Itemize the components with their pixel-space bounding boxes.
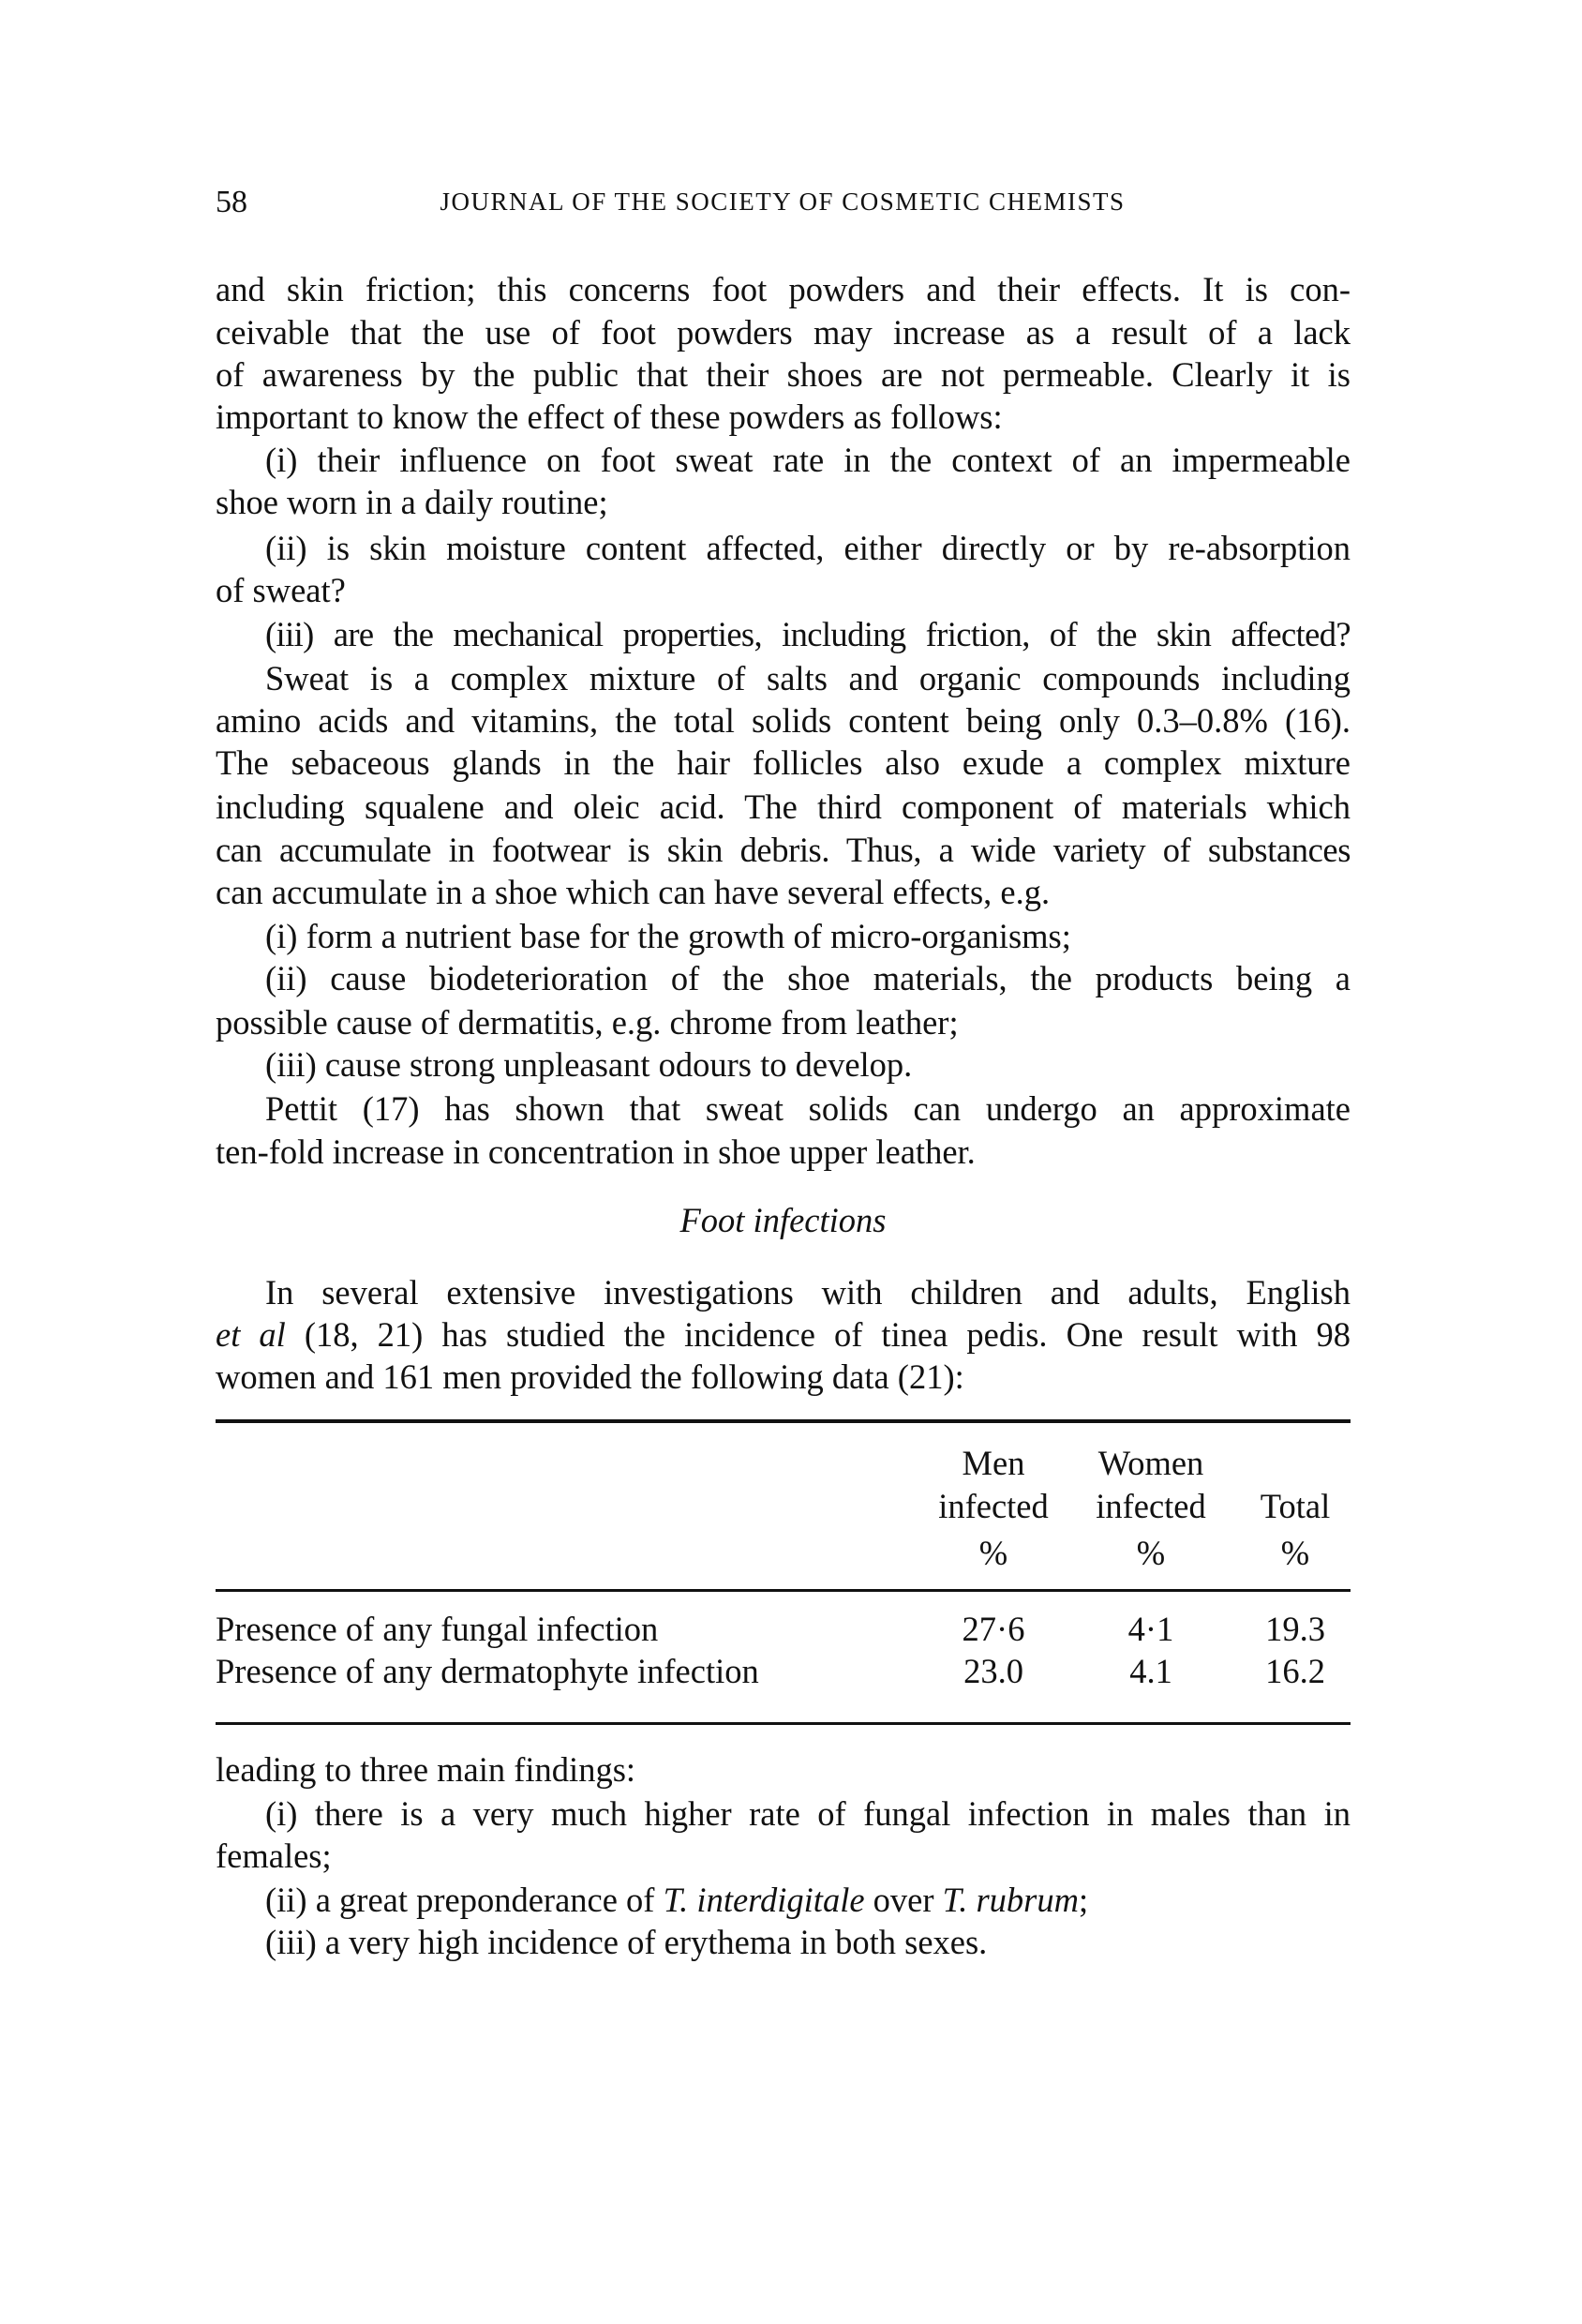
text-span: over	[864, 1881, 943, 1919]
text-span: (18, 21) has studied the incidence of tinea pedis. One result with 98	[285, 1315, 1351, 1354]
text-line: females;	[216, 1837, 332, 1875]
text-line: shoe worn in a daily routine;	[216, 483, 608, 521]
col-unit: %	[1280, 1534, 1310, 1572]
running-header: JOURNAL OF THE SOCIETY OF COSMETIC CHEMISTS	[440, 187, 1126, 216]
col-header-women-sub: infected	[1096, 1487, 1206, 1525]
section-heading	[216, 1199, 1351, 1242]
text-line: ceivable that the use of foot powders may increase as a result of a lack	[216, 313, 1351, 352]
italic-text: et al	[216, 1315, 286, 1354]
table-header-rule	[216, 1589, 1351, 1592]
col-unit: %	[978, 1534, 1008, 1572]
text-line: ten-fold increase in concentration in shoe upper leather.	[216, 1132, 976, 1171]
text-line: of awareness by the public that their shoes are not permeable. Clearly it is	[216, 355, 1351, 394]
text-line	[265, 1879, 1351, 1922]
col-header-total: Total	[1260, 1487, 1331, 1525]
text-line: (ii) is skin moisture content affected, either directly or by re-absorption	[265, 529, 1351, 567]
table-cell: 23.0	[963, 1652, 1023, 1690]
row-label: Presence of any fungal infection	[216, 1610, 659, 1648]
text-line: Sweat is a complex mixture of salts and organic compounds including	[265, 659, 1351, 697]
page-number: 58	[216, 185, 247, 219]
table-cell: 16.2	[1265, 1652, 1325, 1690]
text-line	[216, 1313, 1351, 1357]
text-line: (iii) are the mechanical properties, including friction, of the skin affected?	[265, 615, 1351, 653]
row-label: Presence of any dermatophyte infection	[216, 1652, 759, 1690]
text-line: The sebaceous glands in the hair follicles also exude a complex mixture	[216, 743, 1351, 782]
text-line: possible cause of dermatitis, e.g. chrome from leather;	[216, 1003, 959, 1042]
text-line: In several extensive investigations with children and adults, English	[265, 1273, 1351, 1312]
col-header-men-sub: infected	[938, 1487, 1049, 1525]
text-line: women and 161 men provided the following data (21):	[216, 1357, 964, 1396]
col-unit: %	[1136, 1534, 1166, 1572]
italic-text: T. interdigitale	[663, 1881, 865, 1919]
table-cell: 27·6	[962, 1610, 1025, 1648]
col-header-men: Men	[962, 1444, 1025, 1482]
table-top-rule	[216, 1419, 1351, 1423]
table-cell: 19.3	[1265, 1610, 1325, 1648]
text-line: of sweat?	[216, 571, 346, 609]
text-line: can accumulate in a shoe which can have several effects, e.g.	[216, 873, 1051, 911]
table-cell: 4.1	[1129, 1652, 1172, 1690]
text-line: can accumulate in footwear is skin debris. Thus, a wide variety of substances	[216, 831, 1351, 869]
text-line: including squalene and oleic acid. The third component of materials which	[216, 787, 1351, 826]
text-line: (iii) a very high incidence of erythema in both sexes.	[265, 1923, 988, 1961]
text-line: leading to three main findings:	[216, 1750, 636, 1789]
text-line: (iii) cause strong unpleasant odours to develop.	[265, 1045, 913, 1084]
text-span: (ii) a great preponderance of	[265, 1881, 664, 1919]
text-line: important to know the effect of these powders as follows:	[216, 397, 1003, 436]
section-heading-text: Foot infections	[679, 1201, 887, 1239]
text-line: and skin friction; this concerns foot powders and their effects. It is con-	[216, 270, 1351, 308]
text-line: (ii) cause biodeterioration of the shoe materials, the products being a	[265, 959, 1351, 997]
text-line: amino acids and vitamins, the total solids content being only 0.3–0.8% (16).	[216, 701, 1351, 740]
table-cell: 4·1	[1127, 1610, 1174, 1648]
text-line: (i) their influence on foot sweat rate in the context of an impermeable	[265, 441, 1351, 479]
italic-text: T. rubrum	[942, 1881, 1079, 1919]
table-bottom-rule	[216, 1722, 1351, 1725]
text-line: (i) form a nutrient base for the growth of micro-organisms;	[265, 917, 1071, 955]
text-span: ;	[1079, 1881, 1089, 1919]
col-header-women: Women	[1097, 1444, 1204, 1482]
text-line: Pettit (17) has shown that sweat solids can undergo an approximate	[265, 1089, 1351, 1128]
text-line: (i) there is a very much higher rate of fungal infection in males than in	[265, 1794, 1351, 1833]
